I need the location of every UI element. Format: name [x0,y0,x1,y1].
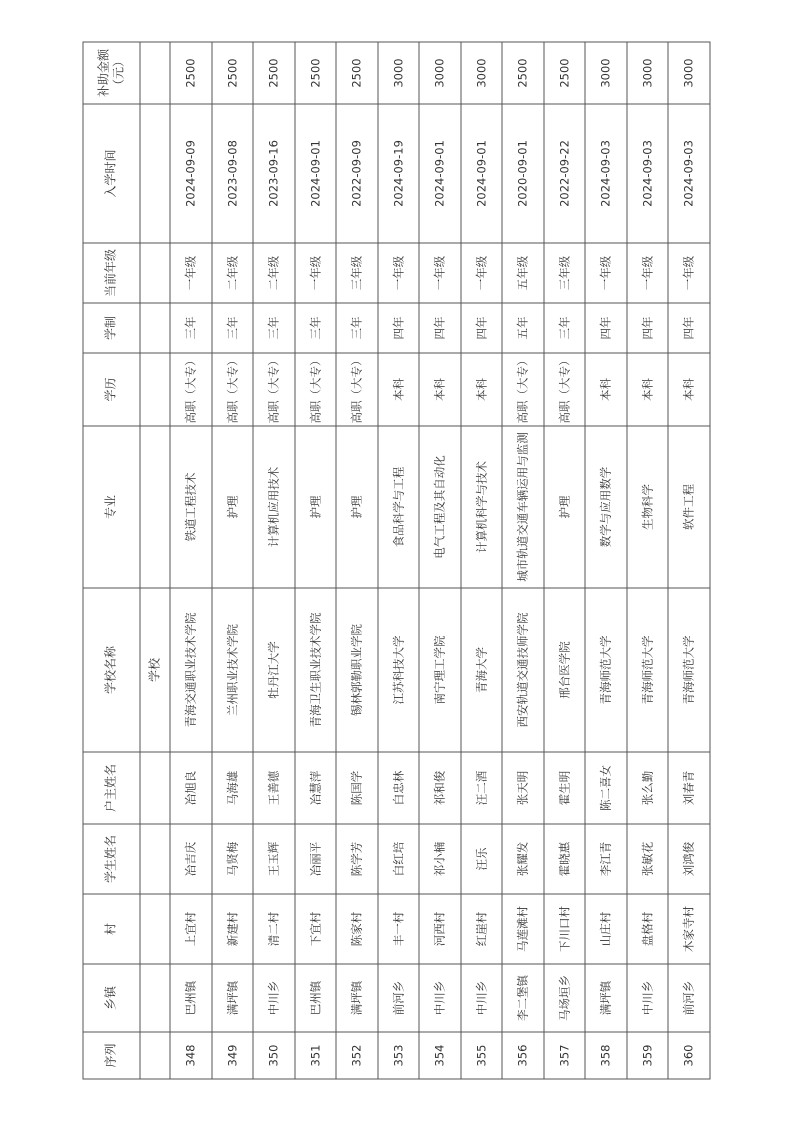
cell-grade: 三年级 [336,243,378,303]
cell-edu: 高职（大专） [212,353,254,426]
cell-subsidy: 3000 [419,42,461,104]
table-row [336,42,378,1079]
cell-enroll: 2020-09-01 [502,104,544,243]
header-enroll: 入学时间 [83,104,140,243]
cell-seq: 355 [461,1032,503,1079]
cell-system: 四年 [668,303,710,353]
cell-edu: 本科 [585,353,627,426]
cell-major: 数学与应用数学 [585,426,627,588]
cell-village: 马莲滩村 [502,894,544,964]
cell-subsidy: 2500 [170,42,212,104]
cell-grade: 一年级 [170,243,212,303]
cell-edu: 本科 [461,353,503,426]
cell-school: 牡丹江大学 [253,588,295,752]
cell-village: 盘格村 [627,894,669,964]
cell-seq: 357 [544,1032,586,1079]
cell-seq: 350 [253,1032,295,1079]
cell-enroll: 2024-09-09 [170,104,212,243]
cell-grade: 一年级 [378,243,420,303]
cell-enroll: 2024-09-19 [378,104,420,243]
cell-grade: 一年级 [295,243,337,303]
cell-enroll: 2024-09-03 [627,104,669,243]
header-major: 专业 [83,426,140,588]
cell-grade: 一年级 [668,243,710,303]
cell-system: 三年 [170,303,212,353]
cell-grade: 二年级 [253,243,295,303]
cell-village: 山庄村 [585,894,627,964]
cell-student: 白红培 [378,824,420,894]
table-row [253,42,295,1079]
table-row [419,42,461,1079]
header-householder: 户主姓名 [83,752,140,824]
cell-village: 下川口村 [544,894,586,964]
table-row [668,42,710,1079]
header-village: 村 [83,894,140,964]
cell-town: 前河乡 [668,964,710,1032]
cell-edu: 本科 [668,353,710,426]
cell-school: 青海师范大学 [668,588,710,752]
cell-student: 霍晓惠 [544,824,586,894]
cell-school: 锡林郭勒职业学院 [336,588,378,752]
cell-major: 护理 [295,426,337,588]
cell-edu: 高职（大专） [336,353,378,426]
cell-town: 中川乡 [253,964,295,1032]
header-student: 学生姓名 [83,824,140,894]
header-town: 乡镇 [83,964,140,1032]
cell-system: 四年 [461,303,503,353]
cell-major: 食品科学与工程 [378,426,420,588]
cell-major: 软件工程 [668,426,710,588]
cell-edu: 高职（大专） [544,353,586,426]
header-system: 学制 [83,303,140,353]
cell-seq: 359 [627,1032,669,1079]
cell-town: 巴州镇 [295,964,337,1032]
cell-subsidy: 3000 [627,42,669,104]
header-school-sub: 学校 [140,588,170,752]
cell-village: 红崖村 [461,894,503,964]
cell-student: 汪乐 [461,824,503,894]
cell-subsidy: 3000 [461,42,503,104]
table-row [502,42,544,1079]
cell-enroll: 2022-09-22 [544,104,586,243]
cell-major: 铁道工程技术 [170,426,212,588]
cell-edu: 本科 [378,353,420,426]
cell-enroll: 2024-09-03 [668,104,710,243]
cell-major: 计算机应用技术 [253,426,295,588]
cell-householder: 马海雄 [212,752,254,824]
cell-householder: 张天明 [502,752,544,824]
table-row [295,42,337,1079]
subsidy-table [83,42,711,1080]
cell-student: 冶丽平 [295,824,337,894]
cell-village: 河西村 [419,894,461,964]
header-subsidy: 补助金额（元） [83,42,140,104]
cell-system: 三年 [544,303,586,353]
cell-town: 中川乡 [461,964,503,1032]
cell-school: 江苏科技大学 [378,588,420,752]
cell-student: 王玉辉 [253,824,295,894]
cell-subsidy: 2500 [502,42,544,104]
table-row [544,42,586,1079]
rotated-table-page [83,43,711,1080]
table-row [585,42,627,1079]
cell-edu: 高职（大专） [253,353,295,426]
cell-enroll: 2022-09-09 [336,104,378,243]
cell-edu: 本科 [419,353,461,426]
table-row [627,42,669,1079]
header-seq: 序列 [83,1032,140,1079]
cell-school: 青海师范大学 [585,588,627,752]
cell-subsidy: 2500 [295,42,337,104]
cell-town: 前河乡 [378,964,420,1032]
cell-seq: 352 [336,1032,378,1079]
cell-householder: 刘春青 [668,752,710,824]
table-row [170,42,212,1079]
cell-householder: 陈国学 [336,752,378,824]
cell-village: 陈家村 [336,894,378,964]
cell-major: 城市轨道交通车辆运用与监测 [502,426,544,588]
cell-householder: 冶旭良 [170,752,212,824]
cell-subsidy: 3000 [668,42,710,104]
cell-town: 中川乡 [627,964,669,1032]
cell-school: 兰州职业技术学院 [212,588,254,752]
cell-system: 五年 [502,303,544,353]
cell-school: 青海卫生职业技术学院 [295,588,337,752]
cell-enroll: 2023-09-08 [212,104,254,243]
table-row [378,42,420,1079]
cell-seq: 353 [378,1032,420,1079]
cell-grade: 一年级 [627,243,669,303]
cell-student: 冶吉庆 [170,824,212,894]
cell-seq: 356 [502,1032,544,1079]
cell-edu: 高职（大专） [170,353,212,426]
cell-enroll: 2024-09-01 [295,104,337,243]
cell-edu: 本科 [627,353,669,426]
cell-enroll: 2024-09-01 [419,104,461,243]
cell-system: 三年 [336,303,378,353]
cell-seq: 354 [419,1032,461,1079]
cell-enroll: 2024-09-01 [461,104,503,243]
cell-subsidy: 3000 [585,42,627,104]
cell-village: 清二村 [253,894,295,964]
cell-grade: 一年级 [419,243,461,303]
cell-householder: 白忠林 [378,752,420,824]
cell-village: 下宜村 [295,894,337,964]
cell-system: 三年 [253,303,295,353]
cell-subsidy: 2500 [253,42,295,104]
cell-householder: 陈二喜女 [585,752,627,824]
cell-grade: 一年级 [461,243,503,303]
cell-major: 护理 [212,426,254,588]
cell-system: 三年 [295,303,337,353]
cell-seq: 349 [212,1032,254,1079]
cell-student: 刘鸿俊 [668,824,710,894]
cell-edu: 高职（大专） [295,353,337,426]
cell-householder: 汪二酒 [461,752,503,824]
cell-student: 祁小楠 [419,824,461,894]
cell-student: 张敏花 [627,824,669,894]
cell-system: 三年 [212,303,254,353]
cell-school: 青海交通职业技术学院 [170,588,212,752]
cell-system: 四年 [378,303,420,353]
cell-system: 四年 [585,303,627,353]
header-subrow [140,42,170,1079]
header-row [83,42,140,1079]
cell-major: 计算机科学与技术 [461,426,503,588]
cell-householder: 王善德 [253,752,295,824]
cell-town: 李二堡镇 [502,964,544,1032]
cell-subsidy: 2500 [336,42,378,104]
cell-village: 丰一村 [378,894,420,964]
cell-seq: 351 [295,1032,337,1079]
cell-grade: 一年级 [585,243,627,303]
cell-school: 南宁理工学院 [419,588,461,752]
cell-edu: 高职（大专） [502,353,544,426]
cell-major: 电气工程及其自动化 [419,426,461,588]
cell-town: 巴州镇 [170,964,212,1032]
cell-system: 四年 [627,303,669,353]
table-row [461,42,503,1079]
cell-school: 西安轨道交通技师学院 [502,588,544,752]
cell-grade: 二年级 [212,243,254,303]
cell-enroll: 2023-09-16 [253,104,295,243]
cell-grade: 三年级 [544,243,586,303]
cell-student: 陈学芳 [336,824,378,894]
cell-householder: 祁和俊 [419,752,461,824]
cell-major: 护理 [336,426,378,588]
header-school: 学校名称 [83,588,140,752]
cell-town: 满坪镇 [336,964,378,1032]
cell-student: 李江青 [585,824,627,894]
cell-village: 上宜村 [170,894,212,964]
cell-system: 四年 [419,303,461,353]
cell-seq: 358 [585,1032,627,1079]
cell-student: 张耀发 [502,824,544,894]
cell-town: 满坪镇 [212,964,254,1032]
cell-village: 木家寺村 [668,894,710,964]
cell-town: 马场垣乡 [544,964,586,1032]
cell-seq: 348 [170,1032,212,1079]
cell-householder: 张么勤 [627,752,669,824]
cell-school: 邢台医学院 [544,588,586,752]
cell-enroll: 2024-09-03 [585,104,627,243]
cell-village: 新建村 [212,894,254,964]
header-edu: 学历 [83,353,140,426]
cell-subsidy: 2500 [544,42,586,104]
cell-major: 生物科学 [627,426,669,588]
cell-school: 青海师范大学 [627,588,669,752]
cell-major: 护理 [544,426,586,588]
cell-seq: 360 [668,1032,710,1079]
cell-student: 马贤梅 [212,824,254,894]
cell-town: 满坪镇 [585,964,627,1032]
cell-householder: 霍生明 [544,752,586,824]
cell-subsidy: 3000 [378,42,420,104]
cell-grade: 五年级 [502,243,544,303]
cell-subsidy: 2500 [212,42,254,104]
table-row [212,42,254,1079]
cell-town: 中川乡 [419,964,461,1032]
header-grade: 当前年级 [83,243,140,303]
cell-school: 青海大学 [461,588,503,752]
cell-householder: 冶慧萍 [295,752,337,824]
table-body [170,42,710,1079]
